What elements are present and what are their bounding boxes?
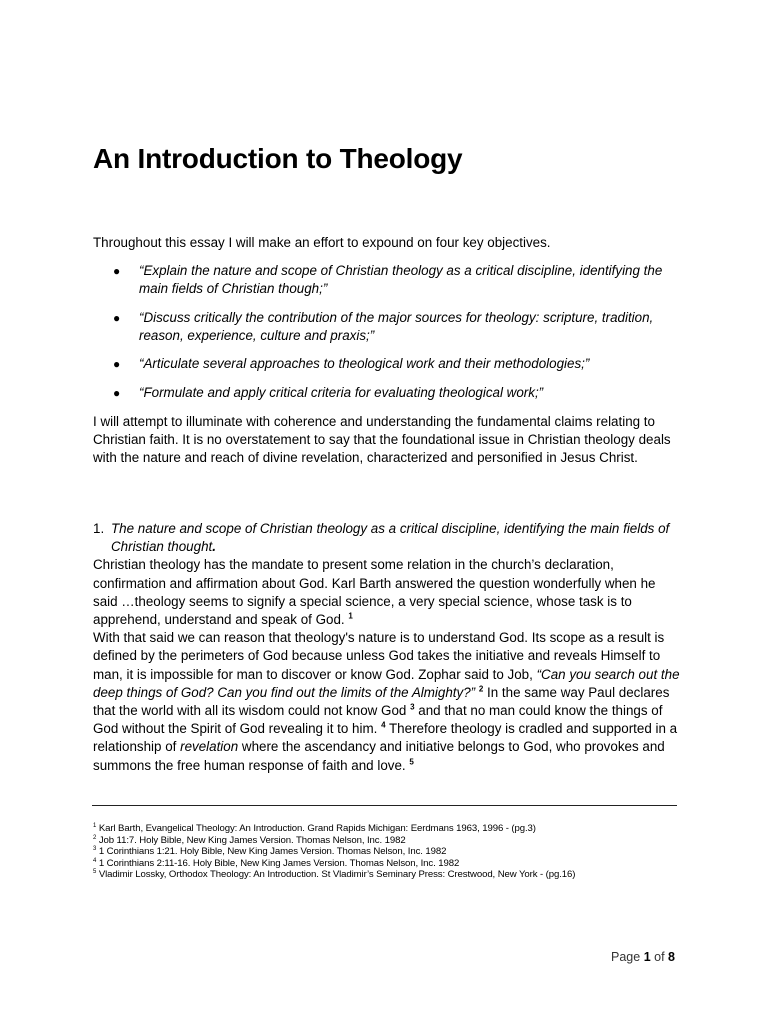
list-item: ● “Formulate and apply critical criteria for evaluating theological work;” — [113, 384, 544, 400]
footnote: $^2$ Job 11:7. Holy Bible, New King James Version. Thomas Nelson, Inc. 1982 — [93, 834, 406, 846]
section-heading: 1. The nature and scope of Christian theology as a critical discipline, identifying the main fields of Christian thought. — [93, 521, 670, 555]
footnote-marker[interactable]: 4 — [381, 720, 386, 730]
list-item: ● “Discuss critically the contribution of the major sources for theology: scripture, tradition, reason, experience, culture and praxis;” — [113, 309, 654, 343]
objectives-list — [93, 262, 683, 412]
footnote: $^4$ 1 Corinthians 2:11-16. Holy Bible, New King James Version. Thomas Nelson, Inc. 1982 — [93, 857, 460, 869]
footnote: $^1$ Karl Barth, Evangelical Theology: An Introduction. Grand Rapids Michigan: Eerdmans 1963, 1996 - (pg.3) — [93, 822, 536, 834]
section-paragraph-2: With that said we can reason that theology's nature is to understand God. Its scope as a result is defined by the perimeters of God because unless God takes the initiative and reveals Himself to man, it is impossible for man to discover or know God. Zophar said to Job, “Can you search out the deep things of God? Can you find out the limits of the Almighty?” $^2$ In the same way Paul declares that the world with all its wisdom could not know God $^3$ and that no man could know the things of God without the Spirit of God revealing it to him. $^4$ Therefore theology is cradled and supported in a relationship of revelation where the ascendancy and initiative belongs to God, who provokes and summons the free human response of faith and love. $^5$ — [93, 630, 680, 773]
bullet-icon: ● — [113, 310, 121, 325]
scripture-quote: “Can you search out the deep things of God? Can you find out the limits of the Almighty?” — [93, 666, 680, 700]
footnote-divider — [92, 805, 677, 806]
footnote-marker[interactable]: 5 — [409, 757, 414, 767]
list-item: ● “Articulate several approaches to theological work and their methodologies;” — [113, 356, 590, 371]
section-1 — [93, 520, 683, 775]
list-item: ● “Explain the nature and scope of Christian theology as a critical discipline, identifying the main fields of Christian though;” — [113, 263, 663, 296]
footnote-marker[interactable]: 3 — [410, 702, 415, 712]
body-paragraph: I will attempt to illuminate with coherence and understanding the fundamental claims relating to Christian faith. It is no overstatement to say that the foundational issue in Christian theology deals with the nature and reach of divine revelation, characterized and personified in Jesus Christ. — [93, 414, 671, 466]
intro-paragraph: Throughout this essay I will make an effort to expound on four key objectives. — [93, 235, 551, 250]
section-number: 1. — [93, 521, 105, 536]
footnote-marker[interactable]: 2 — [478, 684, 484, 694]
footnote: $^3$ 1 Corinthians 1:21. Holy Bible, New King James Version. Thomas Nelson, Inc. 1982 — [93, 846, 447, 858]
document-title: An Introduction to Theology — [93, 143, 463, 174]
page-number: Page 1 of 8 — [611, 950, 675, 964]
bullet-icon: ● — [113, 385, 121, 400]
footnote: $^5$ Vladimir Lossky, Orthodox Theology: An Introduction. St Vladimir’s Seminary Press: Crestwood, New York - (pg.16) — [93, 869, 576, 881]
bullet-icon: ● — [113, 357, 121, 371]
footnotes — [93, 823, 683, 881]
bullet-icon: ● — [113, 264, 121, 278]
section-paragraph-1: Christian theology has the mandate to present some relation in the church’s declaration, confirmation and affirmation about God. Karl Barth answered the question wonderfully when he said …theology seems to signify a special science, a very special science, whose task is to apprehend, understand and speak of God. $^1$ — [93, 557, 656, 628]
footnote-marker[interactable]: 1 — [348, 611, 353, 621]
